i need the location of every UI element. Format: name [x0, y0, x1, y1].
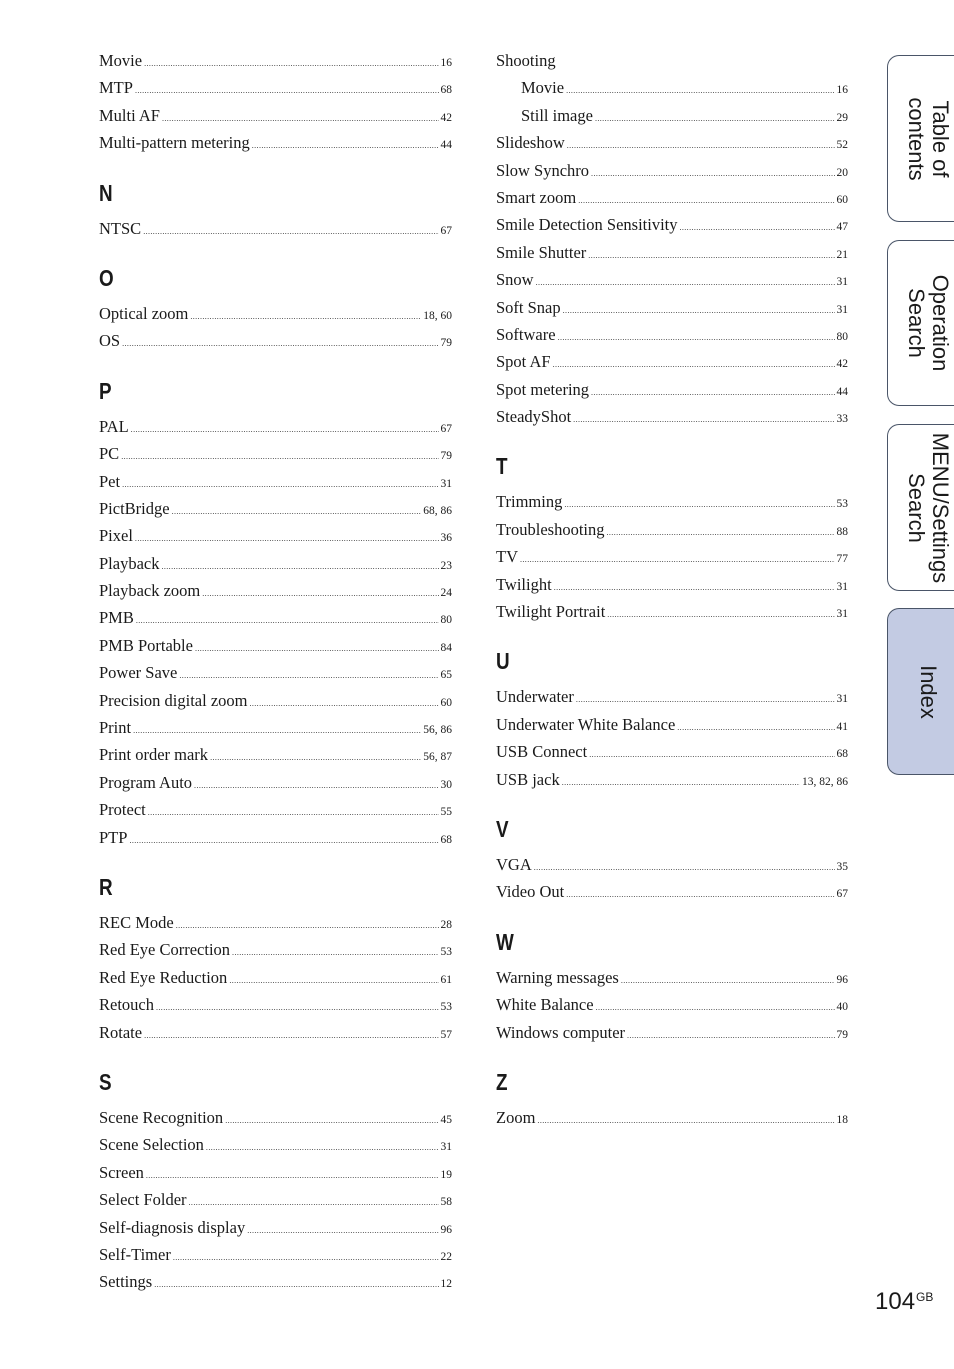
index-group-heading: Shooting [496, 51, 556, 70]
index-entry[interactable] [99, 577, 452, 604]
index-subentry[interactable] [496, 102, 848, 129]
index-entry[interactable] [99, 1019, 452, 1046]
dot-leader [591, 389, 834, 397]
tab-index[interactable] [887, 608, 954, 775]
index-entry-page[interactable]: 41 [836, 720, 848, 733]
index-column-left [99, 47, 452, 1296]
index-entry-page[interactable]: 80 [440, 614, 452, 627]
index-entry-label: Protect [99, 800, 146, 820]
index-entry-label: Settings [99, 1272, 153, 1292]
index-entry-page[interactable]: 96 [836, 973, 848, 986]
index-entry-page[interactable]: 61 [440, 973, 452, 986]
index-entry-page[interactable]: 44 [836, 385, 848, 398]
index-entry-label: PictBridge [99, 498, 170, 518]
index-entry-page[interactable]: 16 [836, 84, 848, 97]
index-entry-label: USB jack [496, 769, 560, 789]
index-entry-label: Troubleshooting [496, 519, 605, 539]
index-entry[interactable] [99, 1186, 452, 1213]
dot-leader [133, 727, 421, 735]
index-entry-label: TV [496, 547, 518, 567]
dot-leader [202, 590, 438, 598]
index-entry[interactable] [99, 300, 452, 327]
dot-leader [562, 779, 800, 787]
index-entry-page[interactable]: 31 [836, 303, 848, 316]
index-entry[interactable] [99, 909, 452, 936]
index-entry-page[interactable]: 31 [440, 1141, 452, 1154]
index-entry-label: Spot AF [496, 352, 551, 372]
index-entry-label: Still image [521, 105, 593, 125]
index-letter-heading: T [496, 453, 508, 480]
tab-operation-search-label: Operation Search [904, 274, 953, 372]
index-entry-page[interactable]: 31 [836, 276, 848, 289]
index-entry-label: SteadyShot [496, 407, 572, 427]
index-entry[interactable] [99, 1268, 452, 1295]
index-entry-page[interactable]: 31 [440, 477, 452, 490]
index-entry-label: Multi AF [99, 105, 160, 125]
index-entry-label: Slideshow [496, 133, 565, 153]
index-entry[interactable] [99, 604, 452, 631]
index-entry-label: Power Save [99, 663, 178, 683]
index-entry[interactable] [496, 129, 848, 156]
index-entry-label: Underwater [496, 687, 574, 707]
dot-leader [554, 584, 835, 592]
dot-leader [225, 1117, 438, 1125]
index-entry-page[interactable]: 67 [836, 888, 848, 901]
dot-leader [596, 1004, 835, 1012]
index-entry-label: Windows computer [496, 1022, 626, 1042]
index-entry-label: Scene Recognition [99, 1107, 224, 1127]
tab-index-label: Index [916, 664, 941, 719]
index-entry-page[interactable]: 31 [836, 580, 848, 593]
index-entry-label: Twilight Portrait [496, 602, 606, 622]
index-entry-page[interactable]: 40 [836, 1001, 848, 1014]
tab-menu-settings-search-label: MENU/Settings Search [904, 432, 953, 583]
index-entry-page[interactable]: 44 [440, 139, 452, 152]
page-number [875, 1288, 933, 1316]
index-entry-label: White Balance [496, 995, 594, 1015]
index-entry[interactable] [496, 294, 848, 321]
dot-leader [627, 1032, 834, 1040]
index-entry-page[interactable]: 36 [440, 532, 452, 545]
index-entry[interactable] [99, 215, 452, 242]
index-entry-page[interactable]: 57 [440, 1028, 452, 1041]
index-entry-label: Snow [496, 270, 534, 290]
dot-leader [206, 1144, 439, 1152]
index-entry-label: Pixel [99, 526, 133, 546]
index-entry-page[interactable]: 29 [836, 111, 848, 124]
index-entry[interactable] [99, 741, 452, 768]
index-entry[interactable] [99, 659, 452, 686]
index-entry[interactable] [99, 936, 452, 963]
index-entry-page[interactable]: 58 [440, 1196, 452, 1209]
index-entry[interactable] [99, 796, 452, 823]
index-entry[interactable] [496, 598, 848, 625]
dot-leader [161, 563, 438, 571]
dot-leader [232, 949, 438, 957]
index-entry[interactable] [99, 1131, 452, 1158]
index-entry-label: Twilight [496, 574, 552, 594]
index-entry[interactable] [99, 687, 452, 714]
index-entry-page[interactable]: 33 [836, 413, 848, 426]
dot-leader [121, 453, 438, 461]
index-entry-label: Pet [99, 471, 121, 491]
index-entry-page[interactable]: 79 [836, 1028, 848, 1041]
index-entry-page[interactable]: 16 [440, 57, 452, 69]
dot-leader [595, 115, 835, 123]
index-entry-page[interactable]: 65 [440, 669, 452, 682]
dot-leader [143, 228, 438, 236]
index-entry-page[interactable]: 84 [440, 641, 452, 654]
index-entry[interactable] [496, 516, 848, 543]
index-entry-label: Slow Synchro [496, 160, 590, 180]
dot-leader [252, 142, 439, 150]
index-entry-page[interactable]: 79 [440, 450, 452, 463]
index-entry[interactable] [99, 769, 452, 796]
dot-leader [135, 87, 439, 95]
index-entry-label: Multi-pattern metering [99, 133, 250, 153]
index-entry-label: Spot metering [496, 379, 590, 399]
index-entry-label: Playback [99, 553, 160, 573]
dot-leader [677, 724, 834, 732]
dot-leader [558, 334, 835, 342]
dot-leader [520, 556, 835, 564]
index-entry-page[interactable]: 28 [440, 918, 452, 931]
index-entry-page[interactable]: 52 [836, 139, 848, 152]
dot-leader [567, 142, 835, 150]
index-entry[interactable] [99, 964, 452, 991]
index-entry[interactable] [99, 1159, 452, 1186]
index-entry[interactable] [99, 522, 452, 549]
index-entry-label: Precision digital zoom [99, 690, 248, 710]
index-entry-page[interactable]: 79 [440, 337, 452, 350]
index-entry-page[interactable]: 42 [440, 111, 452, 124]
index-entry[interactable] [496, 851, 848, 878]
index-entry-page[interactable]: 45 [440, 1113, 452, 1126]
index-entry-label: Scene Selection [99, 1135, 204, 1155]
index-entry[interactable] [99, 440, 452, 467]
index-entry[interactable] [496, 1019, 848, 1046]
index-entry-label: Rotate [99, 1022, 143, 1042]
index-entry[interactable] [99, 824, 452, 851]
index-entry-label: PMB [99, 608, 134, 628]
dot-leader [589, 751, 834, 759]
dot-leader [563, 307, 835, 315]
index-entry-label: PMB Portable [99, 635, 193, 655]
index-entry[interactable] [496, 766, 848, 793]
index-entry[interactable] [496, 321, 848, 348]
dot-leader [154, 1281, 438, 1289]
dot-leader [195, 645, 439, 653]
index-entry-page[interactable]: 31 [836, 608, 848, 621]
index-entry-label: PAL [99, 416, 129, 436]
dot-leader [148, 809, 439, 817]
index-entry[interactable] [496, 157, 848, 184]
dot-leader [210, 754, 421, 762]
index-entry-page[interactable]: 47 [836, 221, 848, 234]
dot-leader [179, 672, 438, 680]
index-entry[interactable] [496, 1104, 848, 1131]
index-entry-page[interactable]: 42 [836, 358, 848, 371]
tab-menu-settings-search[interactable] [887, 424, 954, 591]
index-entry-page[interactable]: 35 [836, 860, 848, 873]
index-entry[interactable] [99, 1214, 452, 1241]
index-entry-label: Retouch [99, 995, 154, 1015]
dot-leader [536, 279, 835, 287]
index-entry-page[interactable]: 56, 87 [423, 751, 452, 764]
index-entry-page[interactable]: 19 [440, 1168, 452, 1181]
index-entry[interactable] [99, 714, 452, 741]
dot-leader [190, 313, 421, 321]
index-entry[interactable] [496, 184, 848, 211]
index-entry-label: Print order mark [99, 745, 209, 765]
index-entry-label: PC [99, 444, 120, 464]
index-entry[interactable] [496, 239, 848, 266]
index-entry-page[interactable]: 31 [836, 693, 848, 706]
index-entry-page[interactable]: 77 [836, 553, 848, 566]
dot-leader [247, 1227, 438, 1235]
index-entry[interactable] [99, 1104, 452, 1131]
dot-leader [573, 416, 834, 424]
index-entry-label: Program Auto [99, 772, 193, 792]
dot-leader [553, 361, 835, 369]
index-entry-page[interactable]: 12 [440, 1278, 452, 1291]
dot-leader [537, 1117, 834, 1125]
index-entry[interactable] [99, 102, 452, 129]
dot-leader [679, 224, 834, 232]
tab-table-of-contents[interactable] [887, 55, 954, 222]
dot-leader [591, 170, 834, 178]
dot-leader [607, 529, 835, 537]
dot-leader [146, 1172, 439, 1180]
index-letter-heading: P [99, 377, 112, 404]
index-entry[interactable] [496, 571, 848, 598]
dot-leader [534, 864, 835, 872]
index-entry[interactable] [99, 550, 452, 577]
page-number-suffix: GB [916, 1290, 934, 1304]
index-entry[interactable] [99, 129, 452, 156]
index-entry-label: Optical zoom [99, 303, 189, 323]
index-entry-page[interactable]: 23 [440, 559, 452, 572]
index-entry-page[interactable]: 68 [440, 84, 452, 97]
index-entry-page[interactable]: 67 [440, 422, 452, 435]
index-entry-label: USB Connect [496, 742, 588, 762]
index-entry-page[interactable]: 24 [440, 587, 452, 600]
index-entry-page[interactable]: 96 [440, 1223, 452, 1236]
index-entry-label: Smile Detection Sensitivity [496, 215, 678, 235]
index-letter-heading: Z [496, 1068, 508, 1095]
tab-operation-search[interactable] [887, 240, 954, 406]
dot-leader [621, 977, 835, 985]
index-entry-label: Self-Timer [99, 1244, 171, 1264]
index-entry-page[interactable]: 30 [440, 778, 452, 791]
dot-leader [156, 1004, 439, 1012]
index-entry-page[interactable]: 60 [836, 193, 848, 206]
index-entry[interactable] [496, 376, 848, 403]
index-entry-label: OS [99, 331, 121, 351]
index-entry[interactable] [496, 683, 848, 710]
dot-leader [194, 782, 438, 790]
dot-leader [189, 1199, 439, 1207]
index-entry[interactable] [99, 495, 452, 522]
dot-leader [172, 508, 422, 516]
index-letter-heading: U [496, 648, 510, 675]
index-entry-page[interactable]: 60 [440, 696, 452, 709]
index-entry-label: PTP [99, 827, 128, 847]
index-entry-label: Smart zoom [496, 187, 577, 207]
index-entry[interactable] [496, 878, 848, 905]
page-number-value: 104 [875, 1288, 916, 1315]
dot-leader [566, 87, 834, 95]
index-letter-heading: O [99, 264, 114, 291]
index-entry-page[interactable]: 68, 86 [423, 504, 452, 517]
index-entry-label: Self-diagnosis display [99, 1217, 246, 1237]
index-entry-label: Movie [99, 51, 143, 70]
index-letter-heading: S [99, 1068, 112, 1095]
index-entry-label: Trimming [496, 492, 563, 512]
index-entry[interactable] [496, 543, 848, 570]
index-entry-label: Red Eye Correction [99, 940, 231, 960]
dot-leader [144, 1032, 438, 1040]
dot-leader [576, 696, 835, 704]
index-entry-page[interactable]: 20 [836, 166, 848, 179]
index-entry-label: Software [496, 324, 556, 344]
index-entry-page[interactable]: 88 [836, 525, 848, 538]
index-entry-label: Select Folder [99, 1190, 187, 1210]
index-entry[interactable] [99, 413, 452, 440]
dot-leader [135, 535, 439, 543]
index-letter-heading: W [496, 928, 514, 955]
index-entry[interactable] [99, 47, 452, 74]
dot-leader [144, 60, 438, 68]
dot-leader [566, 891, 834, 899]
index-entry[interactable] [99, 468, 452, 495]
index-entry-label: Warning messages [496, 967, 619, 987]
index-entry-page[interactable]: 56, 86 [423, 724, 452, 737]
index-entry-label: Screen [99, 1162, 144, 1182]
index-entry-page[interactable]: 18, 60 [423, 309, 452, 322]
dot-leader [229, 977, 438, 985]
index-entry[interactable] [496, 711, 848, 738]
index-letter-heading: R [99, 873, 113, 900]
index-letter-heading: N [99, 179, 113, 206]
index-entry[interactable] [496, 738, 848, 765]
dot-leader [136, 617, 439, 625]
index-entry-page[interactable]: 21 [836, 248, 848, 261]
index-entry-label: Zoom [496, 1107, 536, 1127]
dot-leader [564, 501, 834, 509]
index-entry-label: Playback zoom [99, 581, 201, 601]
index-entry[interactable] [496, 403, 848, 430]
index-entry-page[interactable]: 22 [440, 1250, 452, 1263]
dot-leader [129, 837, 438, 845]
index-entry-page[interactable]: 80 [836, 330, 848, 343]
index-entry[interactable] [99, 327, 452, 354]
dot-leader [249, 700, 438, 708]
index-subentry[interactable] [496, 74, 848, 101]
index-entry-label: REC Mode [99, 912, 174, 932]
index-column-right [496, 47, 848, 1131]
index-entry[interactable] [496, 488, 848, 515]
dot-leader [607, 611, 834, 619]
index-entry-label: Print [99, 718, 132, 738]
dot-leader [578, 197, 834, 205]
index-entry-label: Movie [521, 78, 565, 98]
index-entry-label: Soft Snap [496, 297, 561, 317]
index-entry-label: VGA [496, 854, 532, 874]
index-entry[interactable] [99, 991, 452, 1018]
dot-leader [122, 340, 438, 348]
dot-leader [588, 252, 834, 260]
dot-leader [173, 1254, 439, 1262]
index-letter-heading: V [496, 815, 509, 842]
index-entry-page[interactable]: 18 [836, 1113, 848, 1126]
index-entry-label: Video Out [496, 882, 565, 902]
index-entry-page[interactable]: 53 [440, 1001, 452, 1014]
index-entry[interactable] [496, 991, 848, 1018]
index-entry-page[interactable]: 67 [440, 224, 452, 237]
index-entry[interactable] [496, 266, 848, 293]
dot-leader [176, 922, 439, 930]
index-entry-label: MTP [99, 78, 133, 98]
index-entry-page[interactable]: 68 [440, 833, 452, 846]
index-entry[interactable] [99, 74, 452, 101]
index-entry[interactable] [496, 348, 848, 375]
index-entry-page[interactable]: 68 [836, 748, 848, 761]
index-entry[interactable] [496, 964, 848, 991]
index-entry-label: NTSC [99, 218, 142, 238]
index-entry-label: Red Eye Reduction [99, 967, 228, 987]
index-entry-page[interactable]: 53 [836, 498, 848, 511]
index-entry-page[interactable]: 13, 82, 86 [802, 775, 848, 788]
index-entry[interactable] [99, 1241, 452, 1268]
index-entry-page[interactable]: 53 [440, 946, 452, 959]
tab-table-of-contents-label: Table of contents [904, 96, 953, 181]
index-entry[interactable] [99, 632, 452, 659]
dot-leader [162, 115, 439, 123]
index-entry-label: Underwater White Balance [496, 714, 676, 734]
index-entry[interactable] [496, 211, 848, 238]
dot-leader [131, 426, 439, 434]
index-entry-label: Smile Shutter [496, 242, 587, 262]
dot-leader [122, 481, 438, 489]
index-entry-page[interactable]: 55 [440, 806, 452, 819]
